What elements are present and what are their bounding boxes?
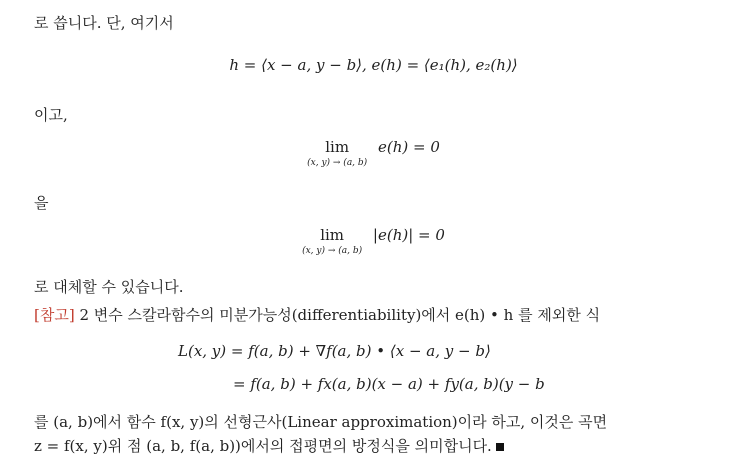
replace-text: 로 대체할 수 있습니다. [34, 278, 184, 296]
lim-subscript: (x, y) → (a, b) [302, 246, 363, 256]
limit-operator-2 [302, 226, 362, 256]
paragraph-line-2 [34, 435, 504, 456]
note-text: 2 변수 스칼라함수의 미분가능성(differentiability)에서 e(h) • h 를 제외한 식 [79, 306, 601, 324]
limit-expression-2: |e(h)| = 0 [372, 226, 445, 244]
intro-text: 로 씁니다. 단, 여기서 [34, 14, 174, 32]
linearization-text-1: L(x, y) = f(a, b) + ∇f(a, b) • ⟨x − a, y − b⟩ [178, 342, 491, 360]
linearization-text-2: = f(a, b) + fx(a, b)(x − a) + fy(a, b)(y − b [233, 375, 545, 393]
limit-equation-2 [0, 226, 747, 256]
eul-text: 을 [34, 194, 49, 212]
limit-expression-1: e(h) = 0 [377, 138, 440, 156]
paragraph-line-2-text: z = f(x, y)위 점 (a, b, f(a, b))에서의 접평면의 방정식을 의미합니다. [34, 437, 492, 455]
linearization-equation-1 [178, 342, 491, 360]
end-of-proof-icon [496, 443, 504, 451]
paragraph-line-1: 를 (a, b)에서 함수 f(x, y)의 선형근사(Linear approximation)이라 하고, 이것은 곡면 [34, 413, 608, 431]
vector-definition-equation [0, 56, 747, 74]
vector-equation-text: h = ⟨x − a, y − b⟩, e(h) = ⟨e₁(h), e₂(h)⟩ [229, 56, 518, 74]
limit-equation-1 [0, 138, 747, 168]
note-tag: [참고] [34, 306, 75, 324]
linearization-equation-2 [233, 375, 545, 393]
and-text: 이고, [34, 106, 68, 124]
lim-word: lim [325, 138, 350, 156]
limit-operator-1 [307, 138, 367, 168]
lim-subscript: (x, y) → (a, b) [307, 158, 368, 168]
lim-word: lim [320, 226, 345, 244]
note-line [34, 304, 600, 325]
